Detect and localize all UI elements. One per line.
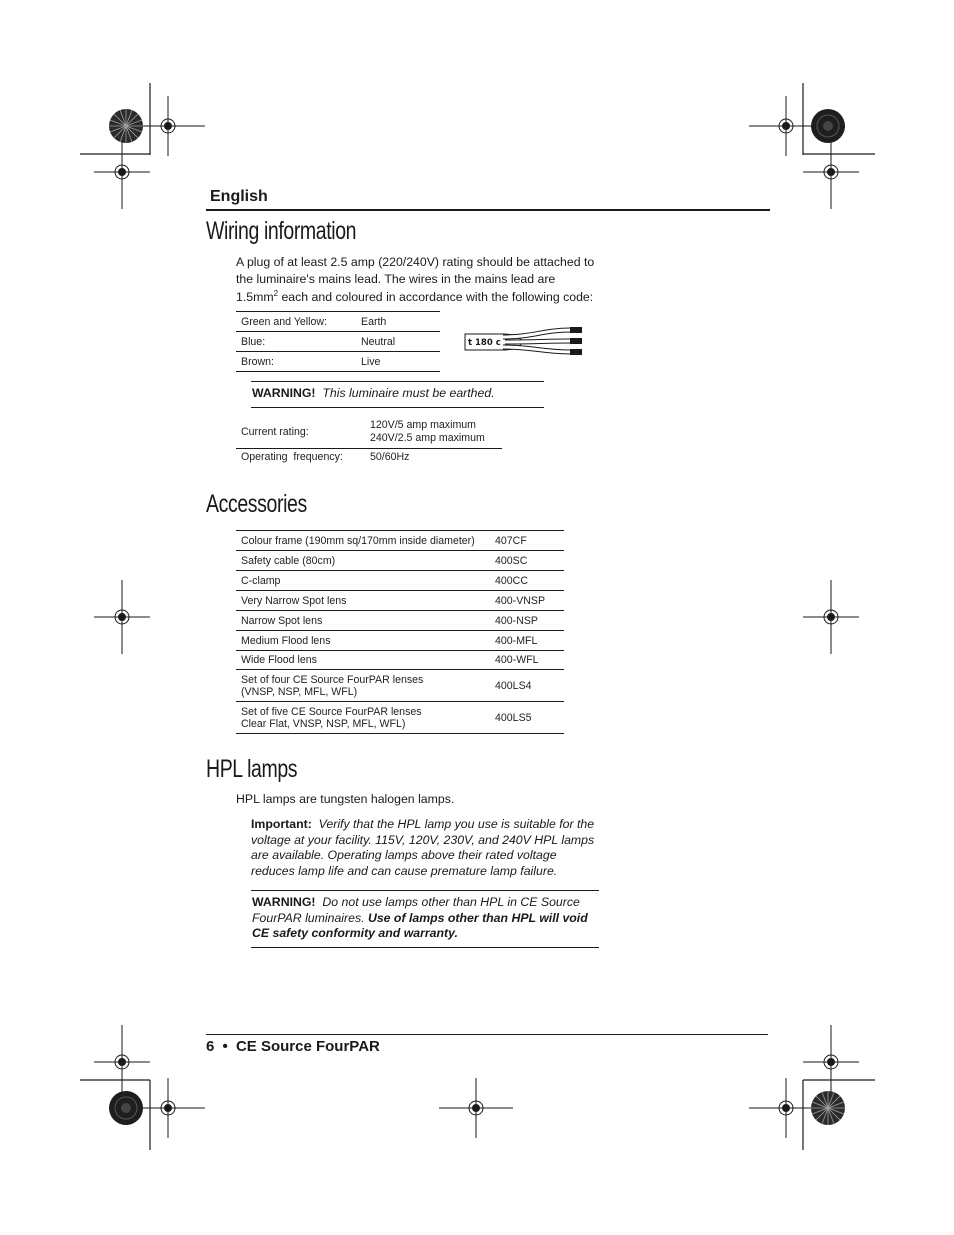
earth-warning-text: This luminaire must be earthed. <box>322 386 495 400</box>
hpl-important-label: Important: <box>251 817 312 831</box>
hpl-warning-text-2b: Use of lamps other than HPL will void <box>367 910 588 925</box>
hpl-warning-top-rule <box>251 890 599 891</box>
accessory-name <box>236 670 490 702</box>
hpl-intro: HPL lamps are tungsten halogen lamps. <box>236 792 455 806</box>
wiring-intro-line-3 <box>236 289 606 306</box>
hpl-important-text-1: Verify that the HPL lamp you use is suitable for the <box>318 817 595 831</box>
accessory-name: Safety cable (80cm) <box>241 554 336 567</box>
current-rating-label: Current rating: <box>241 425 309 438</box>
accessory-name-line-2: Clear Flat, VNSP, NSP, MFL, WFL) <box>241 717 406 730</box>
accessory-row <box>236 611 564 631</box>
accessory-code: 400SC <box>495 554 528 567</box>
wire-colour: Brown: <box>241 355 274 368</box>
frequency-value: 50/60Hz <box>370 451 410 464</box>
current-rating-row <box>236 416 502 448</box>
accessory-name-line-2: (VNSP, NSP, MFL, WFL) <box>241 685 358 698</box>
accessory-name-line-1: Set of four CE Source FourPAR lenses <box>241 673 424 686</box>
hpl-warning-line-2 <box>252 911 612 927</box>
accessory-code: 400CC <box>495 574 528 587</box>
current-rating-value-120v: 120V/5 amp maximum <box>370 418 476 431</box>
hpl-important-text-4: reduces lamp life and can cause premature lamp failure. <box>251 863 558 878</box>
hpl-warning-text-1: Do not use lamps other than HPL in CE Source <box>322 895 580 909</box>
accessory-row <box>236 702 564 734</box>
accessory-row <box>236 670 564 702</box>
page-number: 6 <box>206 1038 215 1055</box>
hpl-important-note <box>251 817 611 879</box>
hpl-important-text-3: are available. Operating lamps above their rated voltage <box>251 848 557 862</box>
current-rating-values <box>365 416 502 448</box>
accessory-row <box>236 571 564 591</box>
current-rating-value-240v: 240V/2.5 amp maximum <box>370 431 485 444</box>
warning-bottom-rule <box>251 407 544 408</box>
accessory-row <box>236 531 564 551</box>
accessory-code: 400-WFL <box>495 654 539 666</box>
accessory-row <box>236 551 564 571</box>
hpl-heading: HPL lamps <box>206 755 298 783</box>
wire-row <box>236 332 440 352</box>
accessory-code: 407CF <box>495 534 527 547</box>
footer-bullet: • <box>222 1038 228 1055</box>
earth-warning <box>252 386 495 402</box>
footer-rule <box>206 1034 768 1035</box>
accessory-name: Medium Flood lens <box>241 634 331 647</box>
wiring-heading: Wiring information <box>206 217 357 245</box>
wiring-intro <box>236 254 606 306</box>
hpl-warning <box>252 895 612 942</box>
wiring-intro-line-1: A plug of at least 2.5 amp (220/240V) rating should be attached to <box>236 255 595 269</box>
wire-row <box>236 312 440 332</box>
product-name: CE Source FourPAR <box>235 1038 380 1055</box>
ratings-table <box>236 416 502 466</box>
accessory-name <box>236 702 490 734</box>
accessory-code: 400LS4 <box>495 679 532 692</box>
accessory-code: 400LS5 <box>495 711 532 724</box>
wire-size: 1.5mm <box>236 290 274 304</box>
wiring-intro-line-3-rest: each and coloured in accordance with the following code: <box>278 290 594 304</box>
hpl-warning-label: WARNING! <box>252 895 316 909</box>
frequency-row <box>236 448 502 466</box>
wire-function: Neutral <box>361 335 396 348</box>
hpl-important-text-2: voltage at your facility. 115V, 120V, 230V, and 240V HPL lamps <box>251 832 595 847</box>
accessory-name: Very Narrow Spot lens <box>241 594 347 607</box>
hpl-important-line-1 <box>251 817 611 833</box>
warning-top-rule <box>251 381 544 382</box>
accessory-row <box>236 651 564 670</box>
cable-label: t 180 c <box>468 338 501 348</box>
hpl-important-line-4 <box>251 864 611 880</box>
accessory-row <box>236 591 564 611</box>
hpl-warning-bottom-rule <box>251 947 599 948</box>
accessory-name: Narrow Spot lens <box>241 614 323 627</box>
accessories-table <box>236 530 564 734</box>
earth-warning-label: WARNING! <box>252 386 316 400</box>
hpl-warning-line-1 <box>252 895 612 911</box>
hpl-important-line-2 <box>251 833 611 849</box>
frequency-label: Operating frequency: <box>241 451 343 464</box>
accessory-name-line-1: Set of five CE Source FourPAR lenses <box>241 705 422 718</box>
accessory-row <box>236 631 564 651</box>
header-rule <box>206 209 770 211</box>
hpl-important-line-3 <box>251 848 611 864</box>
wire-function: Live <box>361 355 381 368</box>
accessory-name: Wide Flood lens <box>241 654 317 666</box>
accessory-code: 400-MFL <box>495 634 538 647</box>
wire-colour-table <box>236 311 440 372</box>
accessory-code: 400-VNSP <box>495 594 546 607</box>
hpl-warning-text-2a: FourPAR luminaires. <box>252 910 365 925</box>
hpl-warning-line-3 <box>252 926 612 942</box>
accessories-heading: Accessories <box>206 490 307 518</box>
wire-size-superscript: 2 <box>273 289 279 298</box>
accessory-code: 400-NSP <box>495 614 538 627</box>
accessory-name: Colour frame (190mm sq/170mm inside diameter) <box>241 534 475 547</box>
wiring-intro-line-2: the luminaire's mains lead. The wires in the mains lead are <box>236 271 556 286</box>
wire-function: Earth <box>361 315 387 328</box>
hpl-warning-text-3: CE safety conformity and warranty. <box>252 926 458 940</box>
wire-colour: Green and Yellow: <box>241 315 327 328</box>
language-label: English <box>210 188 268 205</box>
wire-row <box>236 352 440 372</box>
page-footer <box>206 1038 380 1055</box>
wire-colour: Blue: <box>241 335 266 348</box>
accessory-name: C-clamp <box>241 574 281 587</box>
